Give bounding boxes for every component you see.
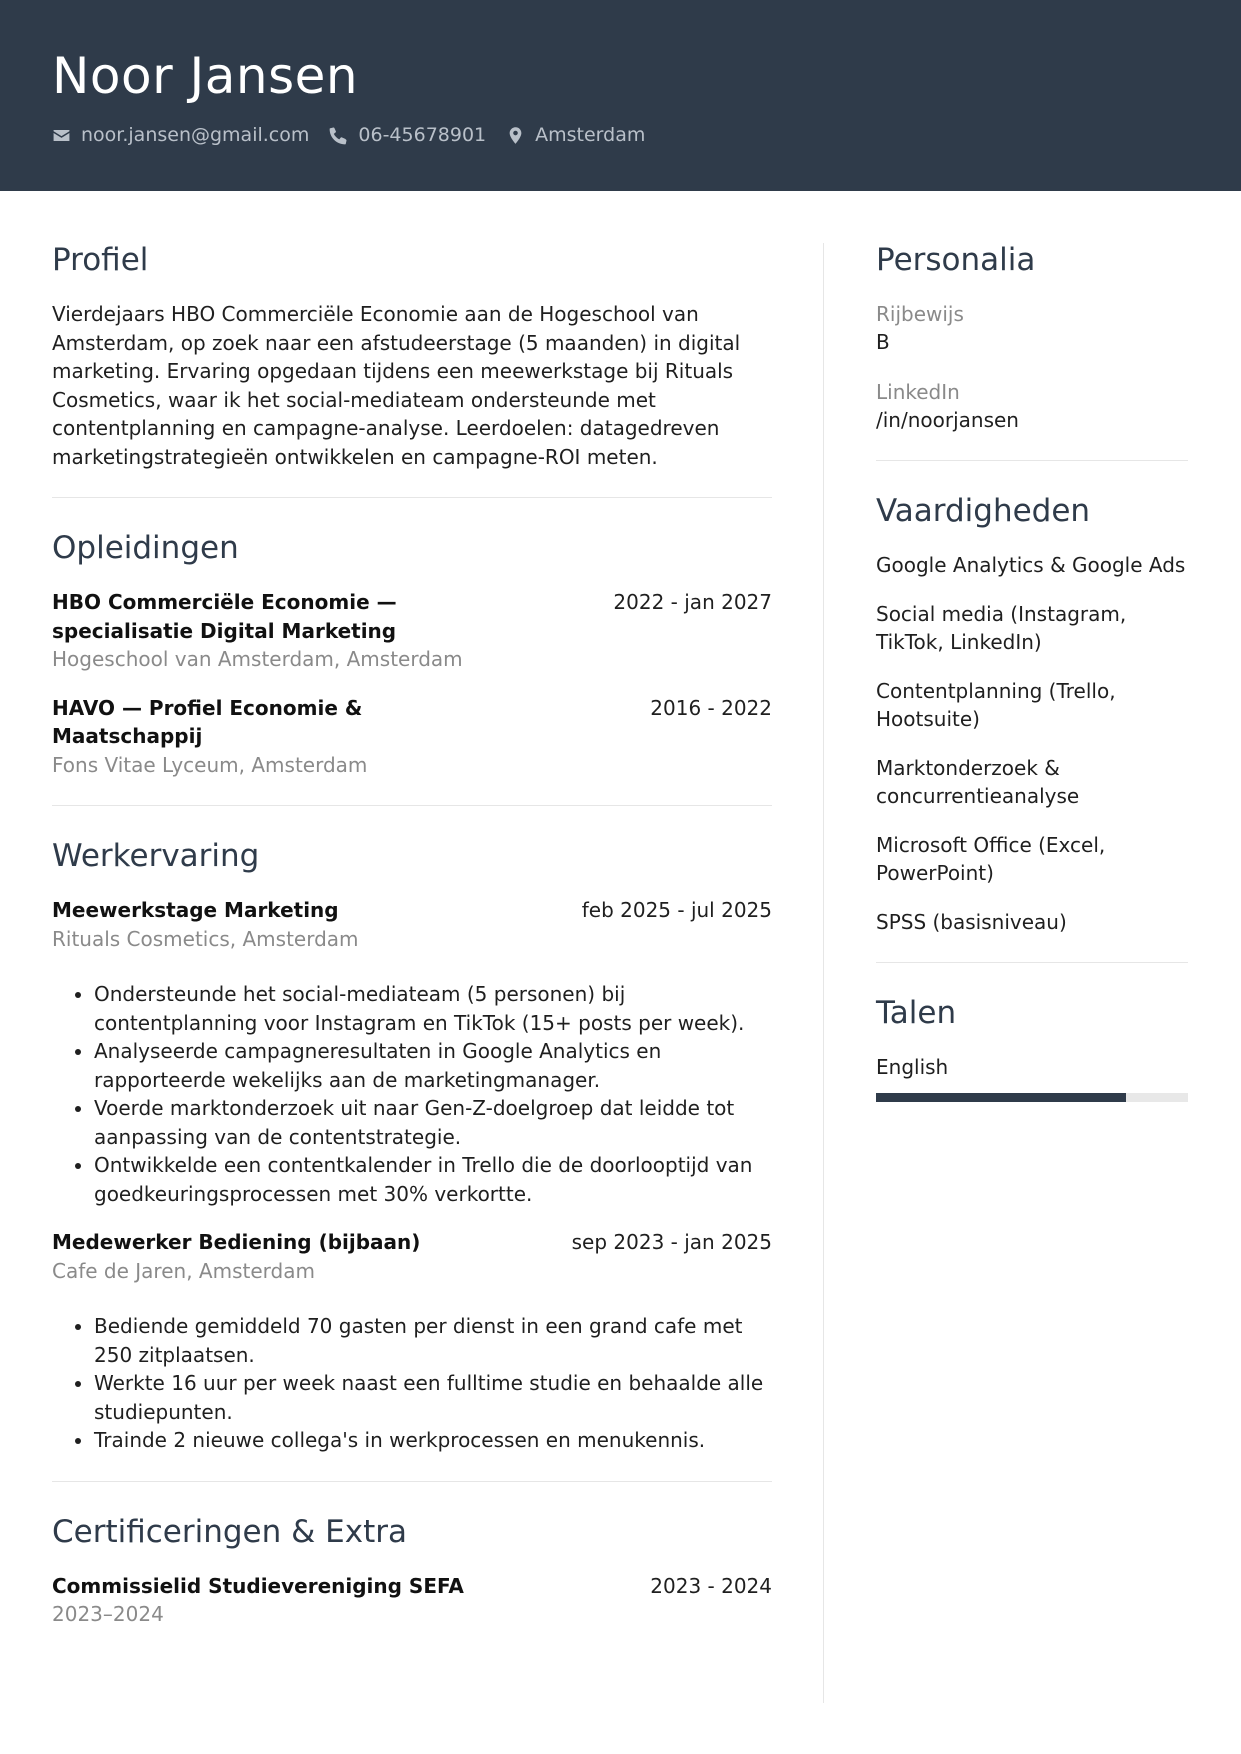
job-title: Medewerker Bediening (bijbaan) [52,1230,421,1254]
education-institution: Hogeschool van Amsterdam, Amsterdam [52,647,463,671]
languages-section [876,993,1188,1102]
personal-value: B [876,330,890,354]
extra-title: Commissielid Studievereniging SEFA [52,1573,464,1598]
job-bullets [52,1312,772,1455]
envelope-icon [52,126,71,145]
section-divider [52,497,772,498]
phone-text: 06-45678901 [358,124,487,146]
extra-entry [52,1572,772,1629]
map-pin-icon [506,126,525,145]
extra-sub: 2023–2024 [52,1602,164,1626]
job-bullets [52,980,772,1208]
personal-label: Rijbewijs [876,302,964,326]
work-section [52,836,772,1455]
column-divider [823,243,824,1703]
candidate-name: Noor Jansen [52,47,359,105]
language-name: English [876,1055,949,1079]
education-institution: Fons Vitae Lyceum, Amsterdam [52,752,368,777]
skill-item: Social media (Instagram, TikTok, LinkedIn) [876,601,1127,654]
location-text: Amsterdam [535,124,646,146]
bullet-item: • Ontwikkelde een contentkalender in Trello die de doorlooptijd van goedkeuringsprocessen met 30% verkortte. [94,1151,772,1208]
education-entry [52,694,772,780]
bullet-item: • Werkte 16 uur per week naast een fulltime studie en behaalde alle studiepunten. [94,1369,772,1426]
work-entry [52,1228,772,1455]
bullet-item: • Bediende gemiddeld 70 gasten per dienst in een grand cafe met 250 zitplaatsen. [94,1312,772,1369]
profile-text: Vierdejaars HBO Commerciële Economie aan de Hogeschool van Amsterdam, op zoek naar een afstudeerstage (5 maanden) in digital marketing. Ervaring opgedaan tijdens een meewerkstage bij Rituals Cosmetics, waar ik het social-mediateam ondersteunde met contentplanning en campagne-analyse. Leerdoelen: datagedreven marketingstrategieën ontwikkelen en campagne-ROI meten. [52,302,741,469]
section-title-languages: Talen [876,995,957,1031]
bullet-item: • Analyseerde campagneresultaten in Google Analytics en rapporteerde wekelijks aan de marketingmanager. [94,1037,772,1094]
bullet-item: • Ondersteunde het social-mediateam (5 personen) bij contentplanning voor Instagram en TikTok (15+ posts per week). [94,980,772,1037]
skills-section [876,491,1188,936]
personal-section [876,240,1188,434]
section-divider [876,962,1188,963]
skill-item: Microsoft Office (Excel, PowerPoint) [876,832,1106,885]
section-divider [52,1481,772,1482]
section-title-skills: Vaardigheden [876,493,1091,529]
contact-info [52,122,665,148]
education-entry [52,588,772,674]
language-level-bar [876,1093,1188,1102]
side-column [876,240,1188,1102]
education-date: 2022 - jan 2027 [613,590,772,614]
job-company: Cafe de Jaren, Amsterdam [52,1258,315,1283]
section-title-extra: Certificeringen & Extra [52,1513,407,1550]
phone-icon [329,126,348,145]
job-date: feb 2025 - jul 2025 [581,898,772,922]
personal-label: LinkedIn [876,380,960,404]
personal-item [876,300,1188,356]
section-title-work: Werkervaring [52,838,260,874]
resume-header [0,0,1241,191]
education-title: HBO Commerciële Economie — specialisatie Digital Marketing [52,590,397,643]
section-divider [876,460,1188,461]
education-section [52,528,772,779]
section-title-personal: Personalia [876,242,1036,278]
extra-section [52,1512,772,1629]
work-entry [52,896,772,1208]
language-level-fill [876,1093,1126,1102]
contact-phone [329,124,486,146]
job-company: Rituals Cosmetics, Amsterdam [52,926,359,951]
job-date: sep 2023 - jan 2025 [571,1230,772,1254]
section-title-profile: Profiel [52,242,149,278]
section-divider [52,805,772,806]
personal-value: /in/noorjansen [876,408,1019,432]
email-text: noor.jansen@gmail.com [81,124,310,146]
main-column [52,240,772,1629]
skill-item: Marktonderzoek & concurrentieanalyse [876,755,1080,808]
skill-item: Google Analytics & Google Ads [876,553,1186,577]
job-title: Meewerkstage Marketing [52,898,339,922]
bullet-item: • Voerde marktonderzoek uit naar Gen-Z-doelgroep dat leidde tot aanpassing van de contentstrategie. [94,1094,772,1151]
education-title: HAVO — Profiel Economie & Maatschappij [52,695,363,748]
section-title-education: Opleidingen [52,530,239,566]
contact-location [506,124,645,146]
education-date: 2016 - 2022 [650,695,772,720]
profile-section [52,240,772,471]
skill-item: Contentplanning (Trello, Hootsuite) [876,678,1116,731]
extra-date: 2023 - 2024 [650,1573,772,1598]
skill-item: SPSS (basisniveau) [876,909,1067,934]
bullet-item: • Trainde 2 nieuwe collega's in werkprocessen en menukennis. [94,1426,772,1455]
personal-item [876,378,1188,434]
contact-email [52,124,309,146]
